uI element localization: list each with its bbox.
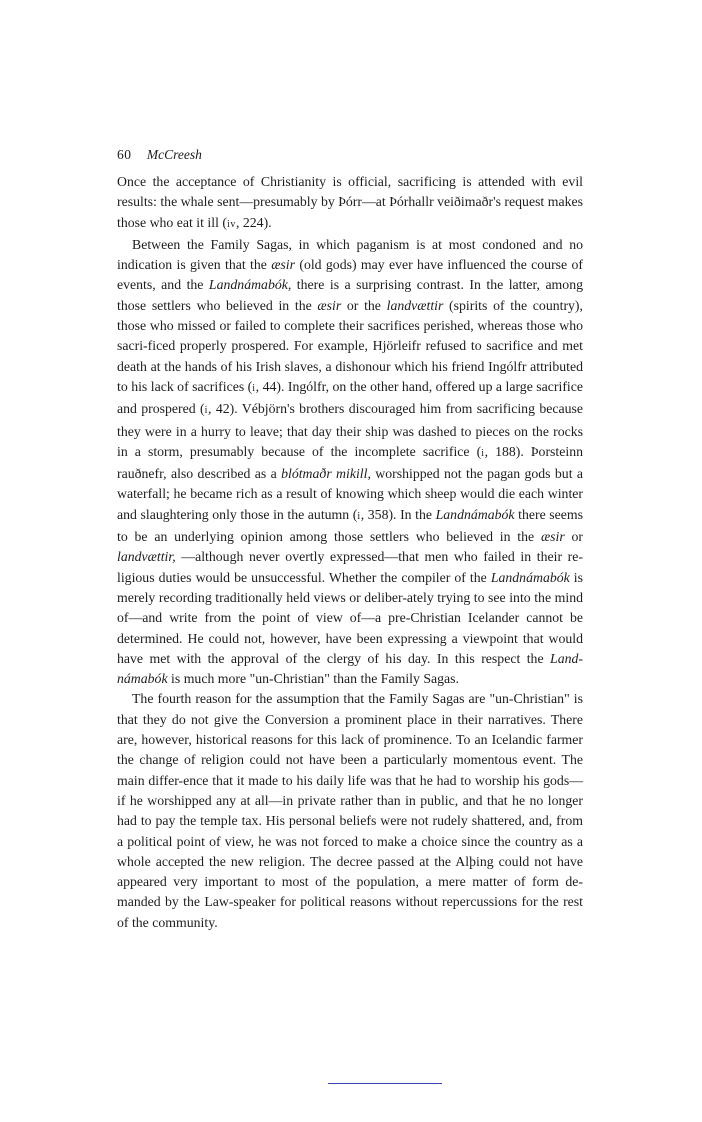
italic-term: æsir bbox=[540, 529, 565, 545]
body-text bbox=[117, 172, 583, 933]
volume-numeral: i bbox=[204, 405, 209, 417]
volume-numeral: i bbox=[357, 510, 361, 522]
italic-term: landvættir bbox=[386, 297, 444, 313]
text-run: , 358). In the bbox=[360, 506, 436, 522]
volume-numeral: iv bbox=[226, 218, 236, 230]
italic-term: æsir bbox=[271, 257, 296, 273]
footer-rule bbox=[328, 1083, 442, 1084]
text-run: , 224). bbox=[235, 214, 272, 230]
text-run: Once the acceptance of Christianity is official, sacrificing is attended with evil results: the whale sent—presumably by Þórr—at Þórhallr veiðimaðr's request makes those who eat it ill ( bbox=[117, 174, 583, 230]
text-run: there is a surprising contrast. In the latter, among those settlers who believed in the bbox=[117, 277, 583, 313]
italic-term: Landnámabók, bbox=[208, 277, 292, 293]
text-run: there seems to be an underlying opinion among those settlers who believed in the bbox=[117, 506, 583, 545]
italic-term: blótmaðr mikill, bbox=[281, 466, 371, 482]
volume-numeral: i bbox=[481, 447, 485, 459]
text-run: The fourth reason for the assumption that the Family Sagas are "un-Christian" is that they do not give the Conversion a prominent place in their narratives. There are, however, historical reasons for this lack of prominence. To an Icelandic farmer the change of religion could not have been a particularly momentous event. The main differ-ence that it made to his daily life was that he had to worship his gods—if he worshipped any at all—in private rather than in public, and that he no longer had to pay the temple tax. His personal beliefs were not rudely shattered, and, from a political point of view, he was not forced to make a choice since the country as a whole accepted the new religion. The decree passed at the Alþing could not have appeared very important to most of the population, a mere matter of form de-manded by the Law-speaker for political reasons without repercussions for the rest of the community. bbox=[117, 691, 583, 930]
running-head-author: McCreesh bbox=[146, 147, 202, 162]
text-run: , 188). Þorsteinn rauðnefr, also described as a bbox=[117, 443, 583, 482]
text-run: (old gods) may ever have influenced the course of events, and the bbox=[117, 257, 583, 293]
volume-numeral: i bbox=[252, 382, 256, 394]
text-run: is merely recording traditionally held views or deliber-ately trying to see into the mind of—and write from the point of view of—a pre-Christian Icelander cannot be determined. He could not, however, have been expressing a viewpoint that would have met with the approval of the clergy of his day. In this respect the bbox=[117, 569, 584, 666]
italic-term: landvættir, bbox=[117, 549, 176, 565]
text-run: —although never overtly expressed—that men who failed in their re-ligious duties would be unsuccessful. Whether the compiler of the bbox=[117, 549, 583, 585]
italic-term: Land-námabók bbox=[117, 650, 583, 687]
text-run: or bbox=[564, 529, 583, 545]
page-number: 60 bbox=[117, 147, 132, 162]
text-run: worshipped not the pagan gods but a waterfall; he became rich as a result of knowing which sheep would die each winter and slaughtering only those in the autumn ( bbox=[117, 466, 583, 522]
italic-term: Landnámabók bbox=[490, 569, 570, 585]
paragraph bbox=[117, 235, 583, 690]
italic-term: Landnámabók bbox=[435, 506, 515, 522]
text-run: Between the Family Sagas, in which paganism is at most condoned and no indication is given that the bbox=[117, 236, 583, 273]
text-run: , 42). Vébjörn's brothers discouraged him from sacrificing because they were in a hurry to leave; that day their ship was dashed to pieces on the rocks in a storm, presumably because of the incomplete sacrifice ( bbox=[117, 401, 583, 459]
text-run: (spirits of the country), those who missed or failed to complete their sacrifices perished, whereas those who sacri-ficed properly prospered. For example, Hjörleifr refused to sacrifice and met death at the hands of his Irish slaves, a dishonour which his friend Ingólfr attributed to his lack of sacrifices ( bbox=[117, 297, 583, 394]
paragraph bbox=[117, 172, 583, 235]
text-run: or the bbox=[341, 297, 387, 313]
text-run: is much more "un-Christian" than the Family Sagas. bbox=[167, 671, 459, 687]
paragraph bbox=[117, 689, 583, 933]
running-head bbox=[117, 146, 202, 164]
text-run: , 44). Ingólfr, on the other hand, offered up a large sacrifice and prospered ( bbox=[117, 378, 583, 417]
italic-term: æsir bbox=[317, 297, 342, 313]
